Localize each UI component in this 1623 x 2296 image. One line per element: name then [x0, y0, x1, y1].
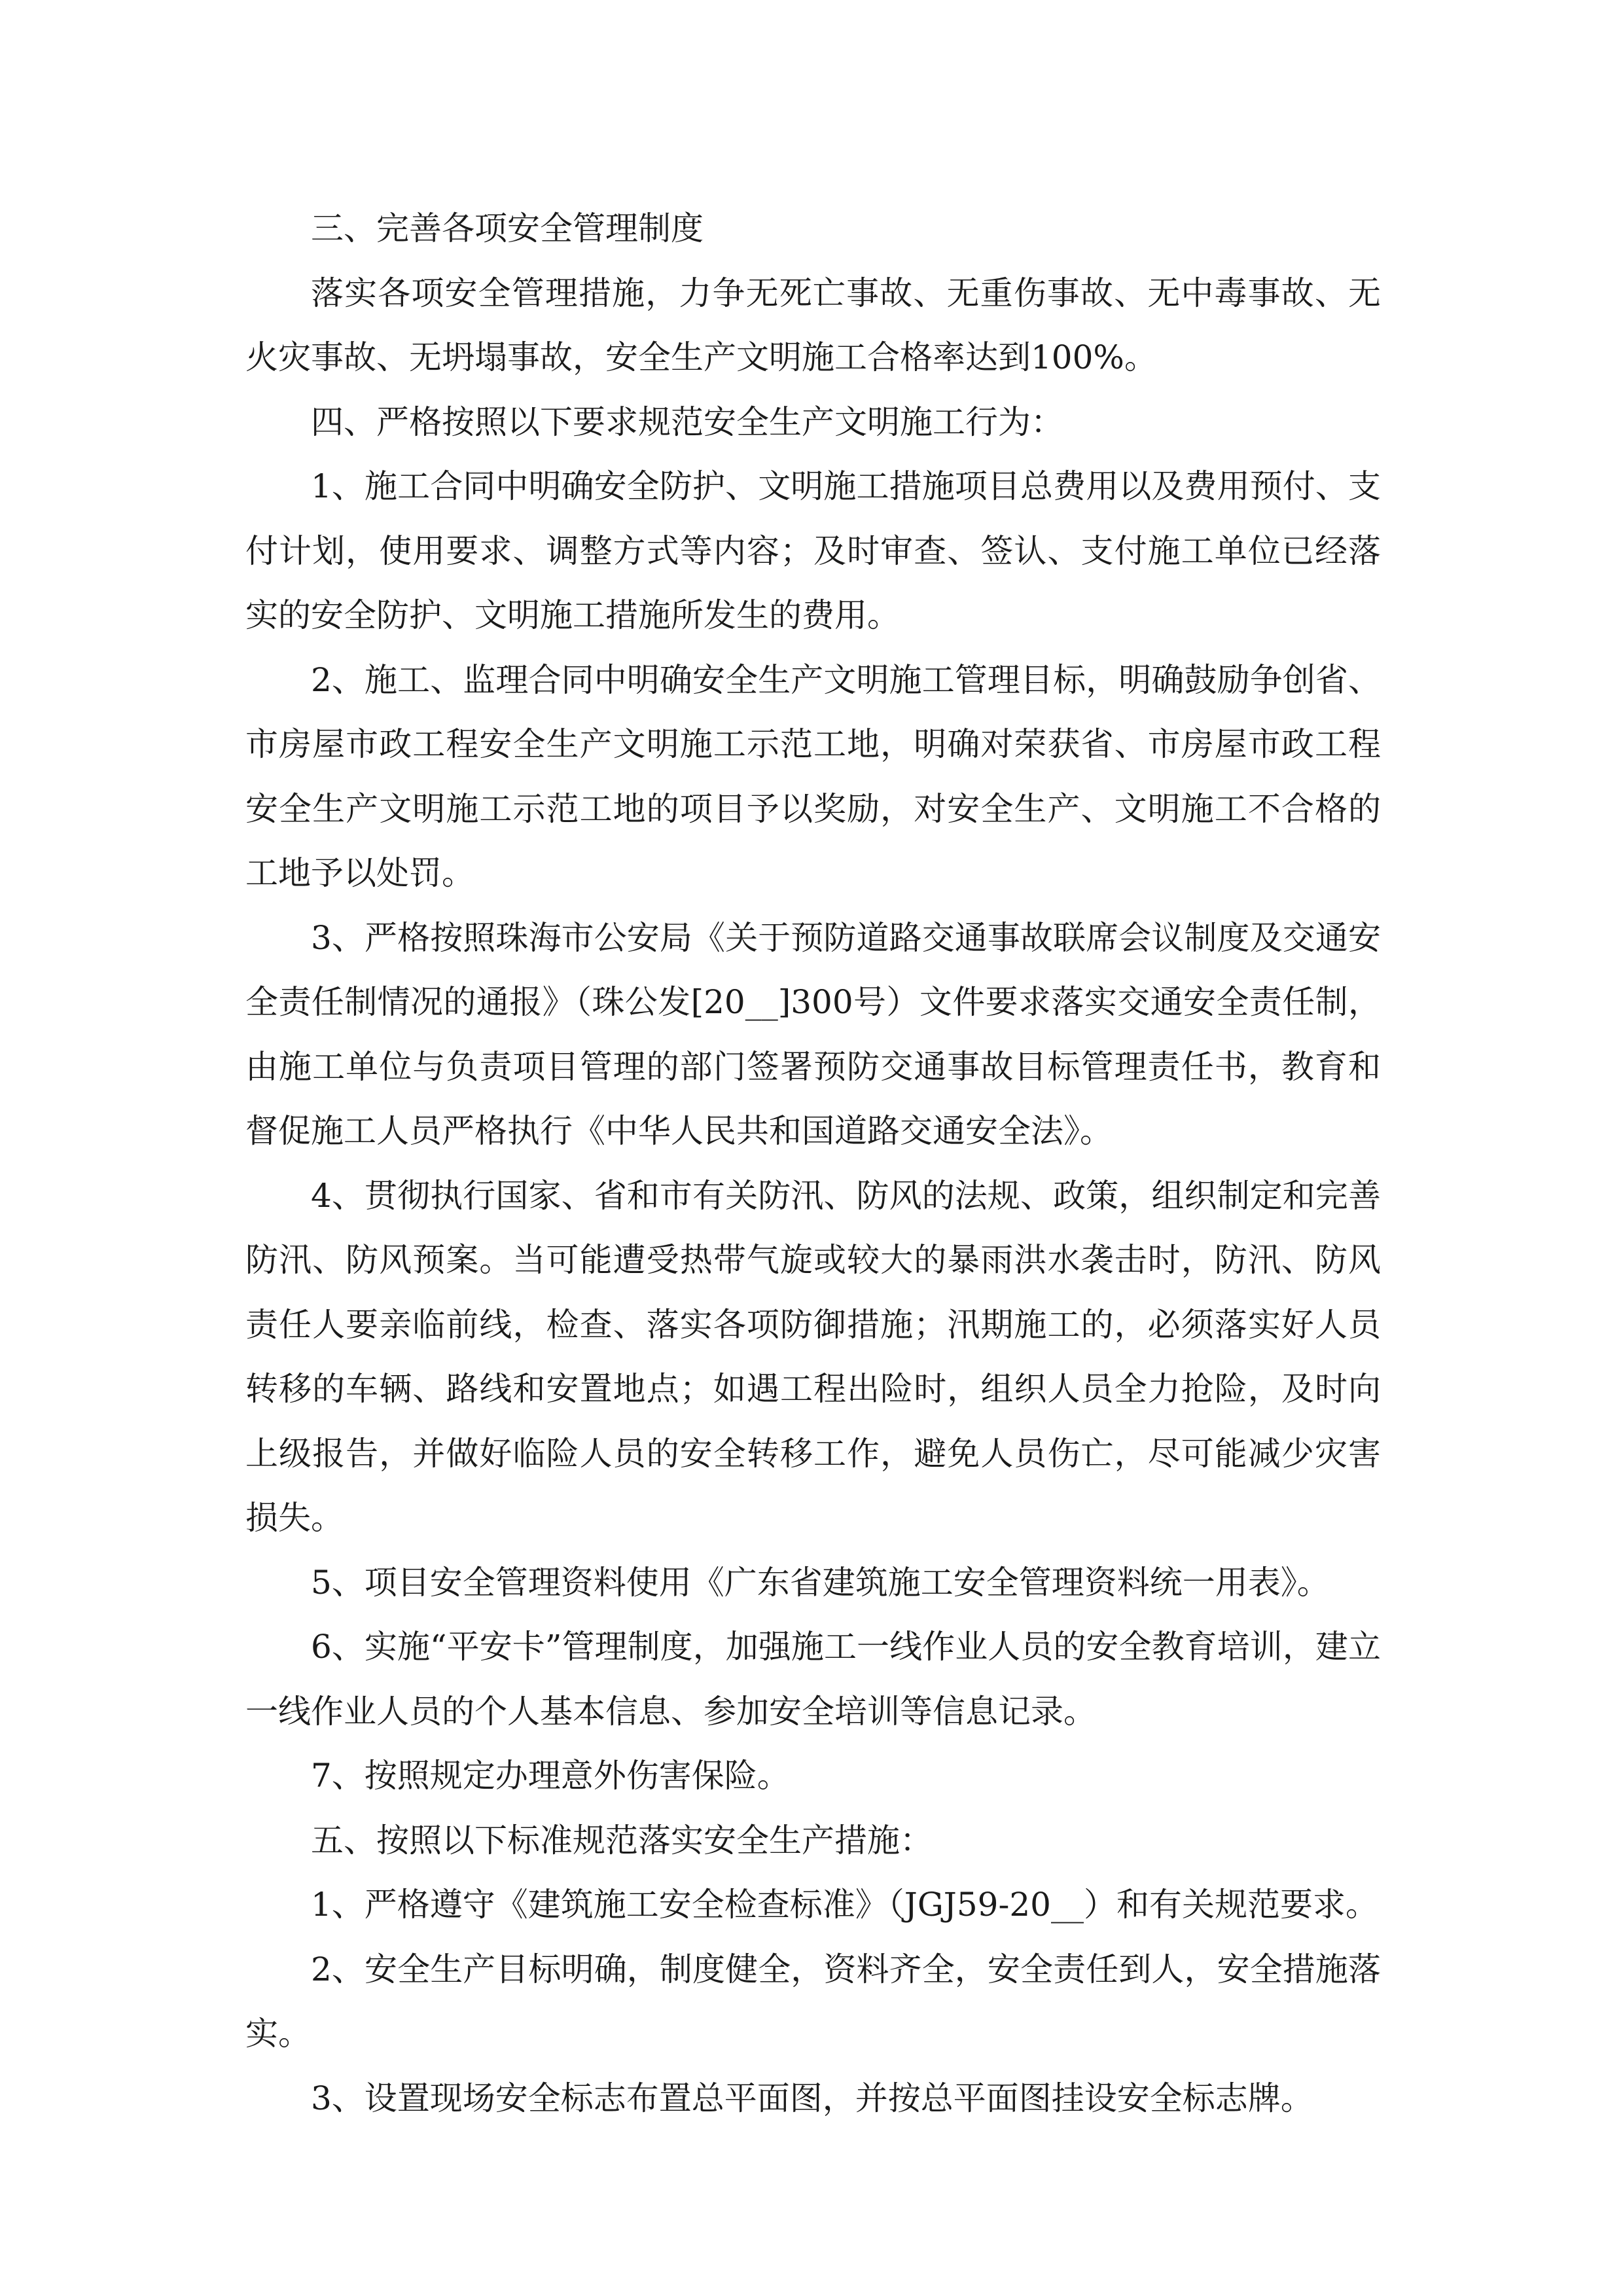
list-item: 6、实施“平安卡”管理制度，加强施工一线作业人员的安全教育培训，建立一线作业人员的个人基本信息、参加安全培训等信息记录。: [245, 1628, 1381, 1731]
document-body: [245, 196, 1381, 2130]
paragraph: 落实各项安全管理措施，力争无死亡事故、无重伤事故、无中毒事故、无火灾事故、无坍塌事故，安全生产文明施工合格率达到100%。: [245, 274, 1381, 376]
list-item: 1、严格遵守《建筑施工安全检查标准》（JGJ59-20__）和有关规范要求。: [311, 1886, 1378, 1924]
list-item: 5、项目安全管理资料使用《广东省建筑施工安全管理资料统一用表》。: [311, 1563, 1330, 1602]
list-item: 3、严格按照珠海市公安局《关于预防道路交通事故联席会议制度及交通安全责任制情况的通报》（珠公发[20__]300号）文件要求落实交通安全责任制，由施工单位与负责项目管理的部门签署预防交通事故目标管理责任书，教育和督促施工人员严格执行《中华人民共和国道路交通安全法》。: [245, 918, 1381, 1150]
list-item: 1、施工合同中明确安全防护、文明施工措施项目总费用以及费用预付、支付计划，使用要求、调整方式等内容；及时审查、签认、支付施工单位已经落实的安全防护、文明施工措施所发生的费用。: [245, 467, 1381, 634]
list-item: 2、施工、监理合同中明确安全生产文明施工管理目标，明确鼓励争创省、市房屋市政工程安全生产文明施工示范工地，明确对荣获省、市房屋市政工程安全生产文明施工示范工地的项目予以奖励，对安全生产、文明施工不合格的工地予以处罚。: [245, 660, 1381, 892]
section-heading-3: 三、完善各项安全管理制度: [311, 209, 704, 247]
list-item: 3、设置现场安全标志布置总平面图，并按总平面图挂设安全标志牌。: [311, 2079, 1313, 2117]
list-item: 7、按照规定办理意外伤害保险。: [311, 1757, 790, 1795]
list-item: 2、安全生产目标明确，制度健全，资料齐全，安全责任到人，安全措施落实。: [245, 1950, 1381, 2053]
section-heading-4: 四、严格按照以下要求规范安全生产文明施工行为：: [311, 403, 1063, 441]
list-item: 4、贯彻执行国家、省和市有关防汛、防风的法规、政策，组织制定和完善防汛、防风预案。当可能遭受热带气旋或较大的暴雨洪水袭击时，防汛、防风责任人要亲临前线，检查、落实各项防御措施；汛期施工的，必须落实好人员转移的车辆、路线和安置地点；如遇工程出险时，组织人员全力抢险，及时向上级报告，并做好临险人员的安全转移工作，避免人员伤亡，尽可能减少灾害损失。: [245, 1176, 1381, 1537]
section-heading-5: 五、按照以下标准规范落实安全生产措施：: [311, 1821, 933, 1859]
